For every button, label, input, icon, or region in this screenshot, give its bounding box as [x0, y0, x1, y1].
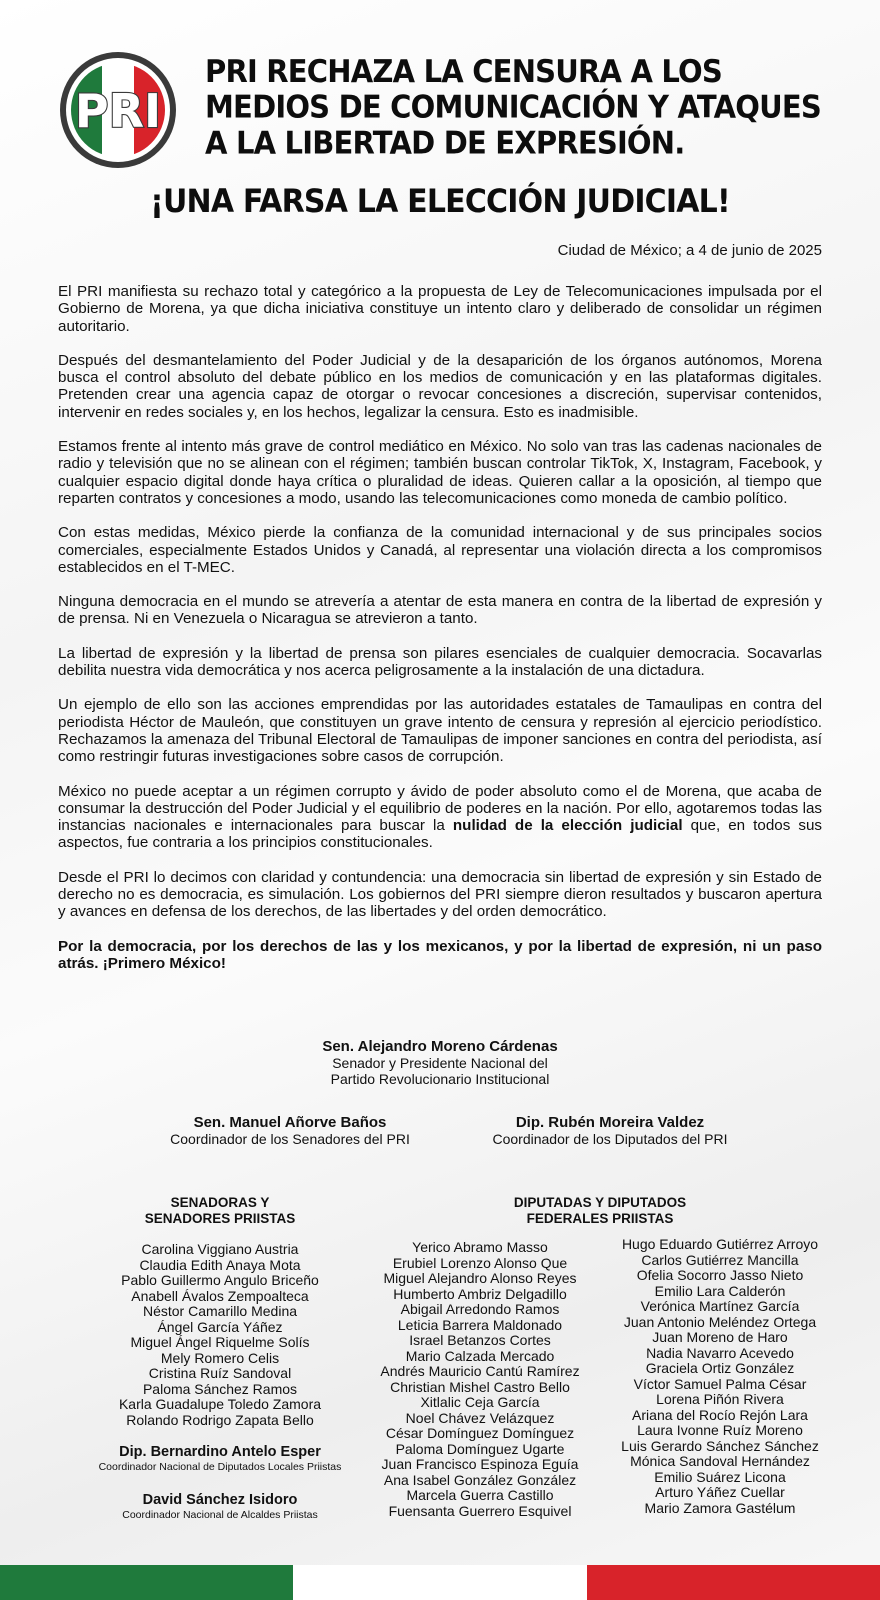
heading-line: DIPUTADAS Y DIPUTADOS [513, 1195, 687, 1210]
member-name: Miguel Ángel Riquelme Solís [130, 1334, 310, 1350]
signatory-role: Coordinador de los Senadores del PRI [170, 1131, 410, 1147]
member-name: Emilio Lara Calderón [654, 1282, 786, 1299]
subheadline: ¡UNA FARSA LA ELECCIÓN JUDICIAL! [150, 182, 730, 221]
signatory-name: Sen. Alejandro Moreno Cárdenas [322, 1038, 558, 1055]
flag-green-band [0, 1565, 293, 1600]
member-name: Christian Mishel Castro Bello [390, 1378, 570, 1395]
member-name: Anabell Ávalos Zempoalteca [131, 1287, 309, 1304]
member-name: Paloma Domínguez Ugarte [395, 1440, 565, 1457]
member-name: Noel Chávez Velázquez [405, 1409, 555, 1426]
member-name: Yerico Abramo Masso [412, 1239, 548, 1255]
member-name: César Domínguez Domínguez [385, 1425, 575, 1441]
flag-red-band [587, 1565, 880, 1600]
member-name: Karla Guadalupe Toledo Zamora [118, 1396, 322, 1412]
bold-phrase: nulidad de la elección judicial [452, 817, 683, 835]
member-name: Verónica Martínez García [640, 1298, 800, 1314]
member-name: Emilio Suárez Licona [654, 1468, 786, 1485]
member-name: Claudia Edith Anaya Mota [139, 1256, 301, 1273]
paragraph: La libertad de expresión y la libertad de prensa son pilares esenciales de cualquier democracia. Socavarlas debilita nuestra vida democrática y nos acerca peligrosamente a la instalación de una dictadura. [58, 644, 822, 680]
member-name: Paloma Sánchez Ramos [142, 1380, 298, 1397]
coordinator-name: David Sánchez Isidoro [142, 1492, 298, 1508]
member-name: Mario Calzada Mercado [405, 1347, 555, 1364]
member-name: Mario Zamora Gastélum [644, 1499, 796, 1516]
member-name: Abigail Arredondo Ramos [400, 1301, 560, 1317]
member-name: Humberto Ambriz Delgadillo [393, 1285, 567, 1302]
paragraph: Un ejemplo de ello son las acciones emprendidas por las autoridades estatales de Tamaulipas en contra del periodista Héctor de Mauleón, que constituyen un grave intento de censura y represión al ejercicio periodístico. Rechazamos la amenaza del Tribunal Electoral de Tamaulipas de imponer sanciones en contra del periodista, así como restringir futuras investigaciones sobre casos de corrupción. [58, 696, 822, 766]
coordinator-mayors [50, 1492, 390, 1522]
paragraph: Estamos frente al intento más grave de control mediático en México. No solo van tras las cadenas nacionales de radio y televisión que no se alinean con el régimen; también buscan controlar TikTok, X, Instagram, Facebook, y cualquier espacio digital donde haya crítica o pluralidad de ideas. Quieren callar a la oposición, al tiempo que reparten contratos y concesiones a modo, usando las telecomunicaciones como moneda de cambio político. [58, 438, 822, 507]
member-name: Luis Gerardo Sánchez Sánchez [621, 1437, 819, 1454]
signatory-name: Dip. Rubén Moreira Valdez [515, 1114, 705, 1131]
member-name: Ángel García Yáñez [157, 1318, 283, 1335]
closing-statement: Por la democracia, por los derechos de las y los mexicanos, y por la libertad de expresión, ni un paso atrás. ¡Primero México! [58, 937, 822, 972]
member-name: Andrés Mauricio Cantú Ramírez [380, 1363, 580, 1379]
member-name: Leticia Barrera Maldonado [397, 1316, 563, 1333]
dateline: Ciudad de México; a 4 de junio de 2025 [557, 242, 822, 259]
member-name: Juan Moreno de Haro [652, 1329, 788, 1345]
member-name: Miguel Alejandro Alonso Reyes [383, 1270, 577, 1286]
member-name: Víctor Samuel Palma César [633, 1375, 807, 1392]
heading-line: FEDERALES PRIISTAS [526, 1211, 674, 1226]
signatory-main [240, 1039, 640, 1087]
flag-stripe [0, 1565, 880, 1600]
member-name: Mónica Sandoval Hernández [630, 1453, 810, 1469]
pri-logo [58, 50, 178, 170]
paragraph-text: que, en todos sus aspectos, fue contraria a los principios constitucionales. [58, 817, 822, 852]
member-name: Rolando Rodrigo Zapata Bello [126, 1411, 314, 1428]
heading-line: SENADORAS Y [170, 1195, 270, 1210]
paragraph: Después del desmantelamiento del Poder Judicial y de la desaparición de los órganos autónomos, Morena busca el control absoluto del debate público en los medios de comunicación y en las plataformas digitales. Pretenden crear una agencia capaz de otorgar o revocar concesiones a discreción, supervisar contenidos, intervenir en redes sociales y, en los hechos, legalizar la censura. Esto es inadmisible. [58, 351, 822, 421]
signatory-role: Partido Revolucionario Institucional [330, 1071, 550, 1087]
member-name: Xitlalic Ceja García [420, 1394, 540, 1410]
signatory-role: Senador y Presidente Nacional del [332, 1055, 548, 1071]
member-name: Ana Isabel González González [383, 1471, 577, 1488]
heading-line: SENADORES PRIISTAS [144, 1211, 296, 1226]
paragraph-text: México no puede aceptar a un régimen corrupto y ávido de poder absoluto como el de Morena, que acaba de consumar la destrucción del Poder Judicial y el equilibrio de poderes en la nación. Por ello, agotaremos todas las instancias nacionales e internacionales para buscar la [58, 782, 822, 835]
signatory-deputies-coordinator [440, 1115, 780, 1147]
member-name: Ofelia Socorro Jasso Nieto [636, 1267, 804, 1283]
signatory-name: Sen. Manuel Añorve Baños [193, 1114, 387, 1131]
member-name: Arturo Yáñez Cuellar [655, 1484, 785, 1500]
member-name: Lorena Piñón Rivera [656, 1391, 784, 1407]
paragraph: Ninguna democracia en el mundo se atrevería a atentar de esta manera en contra de la libertad de expresión y de prensa. Ni en Venezuela o Nicaragua se atrevieron a tanto. [58, 593, 822, 628]
member-name: Juan Antonio Meléndez Ortega [623, 1313, 817, 1330]
coordinator-role: Coordinador Nacional de Alcaldes Priistas [122, 1509, 318, 1521]
paragraph: Con estas medidas, México pierde la confianza de la comunidad internacional y de sus principales socios comerciales, especialmente Estados Unidos y Canadá, al representar una violación directa a los compromisos establecidos en el T-MEC. [58, 524, 822, 576]
member-name: Marcela Guerra Castillo [406, 1487, 554, 1503]
member-name: Hugo Eduardo Gutiérrez Arroyo [621, 1236, 819, 1252]
member-name: Ariana del Rocío Rejón Lara [632, 1406, 808, 1423]
member-name: Mely Romero Celis [160, 1349, 280, 1366]
member-name: Nadia Navarro Acevedo [646, 1344, 794, 1361]
member-name: Graciela Ortiz González [645, 1360, 795, 1376]
senators-heading [70, 1195, 370, 1227]
coordinator-local-deputies [50, 1444, 390, 1474]
senators-list [70, 1242, 370, 1428]
signatory-role: Coordinador de los Diputados del PRI [492, 1131, 728, 1147]
coordinator-role: Coordinador Nacional de Diputados Locales Priistas [98, 1461, 342, 1473]
member-name: Néstor Camarillo Medina [142, 1303, 298, 1319]
headline: PRI RECHAZA LA CENSURA A LOS MEDIOS DE COMUNICACIÓN Y ATAQUES A LA LIBERTAD DE EXPRESIÓN. [205, 52, 821, 161]
member-name: Cristina Ruíz Sandoval [148, 1365, 292, 1381]
paragraph: El PRI manifiesta su rechazo total y categórico a la propuesta de Ley de Telecomunicaciones impulsada por el Gobierno de Morena, ya que dicha iniciativa constituye un intento claro y deliberado de consolidar un régimen autoritario. [58, 283, 822, 335]
statement-body [58, 283, 822, 989]
deputies-heading [450, 1195, 750, 1227]
deputies-list-column-2 [600, 1237, 840, 1516]
member-name: Fuensanta Guerrero Esquivel [388, 1502, 572, 1519]
member-name: Carlos Gutiérrez Mancilla [641, 1251, 799, 1268]
signatory-senate-coordinator [110, 1115, 470, 1147]
member-name: Pablo Guillermo Angulo Briceño [121, 1272, 319, 1288]
member-name: Erubiel Lorenzo Alonso Que [392, 1254, 568, 1271]
deputies-list-column-1 [365, 1240, 595, 1519]
member-name: Laura Ivonne Ruíz Moreno [637, 1422, 803, 1438]
flag-white-band [293, 1565, 586, 1600]
logo-wordmark: PRI [74, 84, 162, 138]
member-name: Juan Francisco Espinoza Eguía [381, 1456, 579, 1472]
paragraph [58, 783, 822, 852]
member-name: Israel Betanzos Cortes [409, 1332, 551, 1348]
paragraph: Desde el PRI lo decimos con claridad y contundencia: una democracia sin libertad de expresión y sin Estado de derecho no es democracia, es simulación. Los gobiernos del PRI siempre dieron resultados y buscaron apertura y avances en defensa de los derechos, de las libertades y del orden democrático. [58, 868, 822, 921]
member-name: Carolina Viggiano Austria [141, 1241, 299, 1257]
coordinator-name: Dip. Bernardino Antelo Esper [119, 1444, 321, 1460]
